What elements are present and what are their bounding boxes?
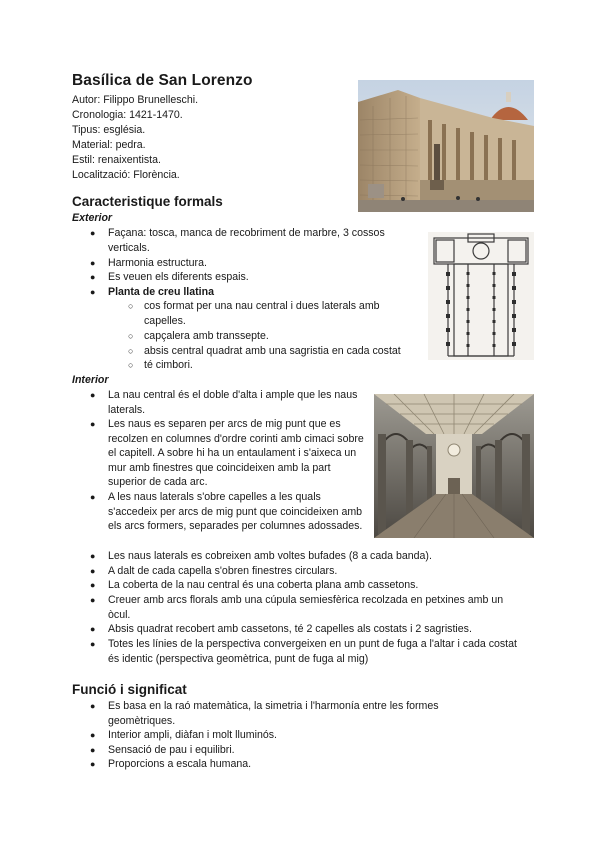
bullet-icon: ● [90,701,96,711]
bullet-icon: ● [90,730,96,740]
sub-bullet-icon: ○ [128,346,134,356]
bullet-icon: ● [90,390,96,400]
interior-label: Interior [72,374,109,386]
meta-info [72,93,198,183]
bullet-icon: ● [90,272,96,282]
floor-plan-image [428,232,534,360]
exterior-label: Exterior [72,212,113,224]
section-formals-heading: Caracteristique formals [72,194,223,209]
meta-type: Tipus: església. [72,124,146,136]
bullet-icon: ● [90,580,96,590]
interior-photo [374,394,534,538]
bullet-icon: ● [90,258,96,268]
sub-bullet-icon: ○ [128,360,134,370]
bullet-icon: ● [90,745,96,755]
document-page: Basílica de San Lorenzo Autor: Filippo Brunelleschi. Cronologia: 1421-1470. Tipus: església. Material: pedra. Estil: renaixentista. Localització: Florència. Caracteristique formals Exterior ● Façana: tosca, manca de recobriment de marbre, 3 cossos verticals. ● Harmonia estructura. ● Es veuen els diferents espais. ● Planta de creu llatina ○ cos format per una nau central i dues laterals amb capelles. ○ capçalera amb transsepte. ○ absis central quadrat amb una sagristia en cada costat ○ té cimbori. Interior ● La nau central és el doble d'alta i ample que les naus laterals. ● Les naus es separen per arcs de mig punt que es recolzen en columnes d'ordre corinti amb cimaci sobre el capitell. A sobre hi ha un entaulament i s'aixeca un mur amb finestres que coincideixen amb la part superior de cada arc. ● A les naus laterals s'obre capelles a les quals s'accedeix per arcs de mig punt que coincideixen amb els arcs formers, separades per columnes adossades. ● Les naus laterals es cobreixen amb voltes bufades (8 a cada banda). ● A dalt de cada capella s'obren finestres circulars. ● La coberta de la nau central és una coberta plana amb cassetons. ● Creuer amb arcs florals amb una cúpula semiesfèrica recolzada en petxines amb un òcul. ● Absis quadrat recobert amb cassetons, té 2 capelles als costats i 2 sagristies. ● Totes les línies de la perspectiva convergeixen en un punt de fuga a l'altar i cada costat és identic (perspectiva geomètrica, punt de fuga al mig) Funció i significat ● Es basa en la raó matemàtica, la simetria i l'harmonía entre les formes geomètriques. ● Interior ampli, diàfan i molt lluminós. ● Sensació de pau i equilibri. ● Proporcions a escala humana. [0,0,600,848]
meta-author: Autor: Filippo Brunelleschi. [72,94,199,106]
page-title: Basílica de San Lorenzo [72,72,253,89]
bullet-icon: ● [90,639,96,649]
meta-location: Localització: Florència. [72,169,180,181]
bullet-icon: ● [90,566,96,576]
bullet-icon: ● [90,287,96,297]
meta-chronology: Cronologia: 1421-1470. [72,109,183,121]
section-funcio-heading: Funció i significat [72,682,187,697]
meta-material: Material: pedra. [72,139,146,151]
meta-style: Estil: renaixentista. [72,154,161,166]
sub-bullet-icon: ○ [128,331,134,341]
bullet-icon: ● [90,595,96,605]
facade-photo [358,80,534,212]
bullet-icon: ● [90,551,96,561]
bullet-icon: ● [90,759,96,769]
bullet-icon: ● [90,492,96,502]
bullet-icon: ● [90,419,96,429]
bullet-icon: ● [90,624,96,634]
bullet-icon: ● [90,228,96,238]
sub-bullet-icon: ○ [128,301,134,311]
